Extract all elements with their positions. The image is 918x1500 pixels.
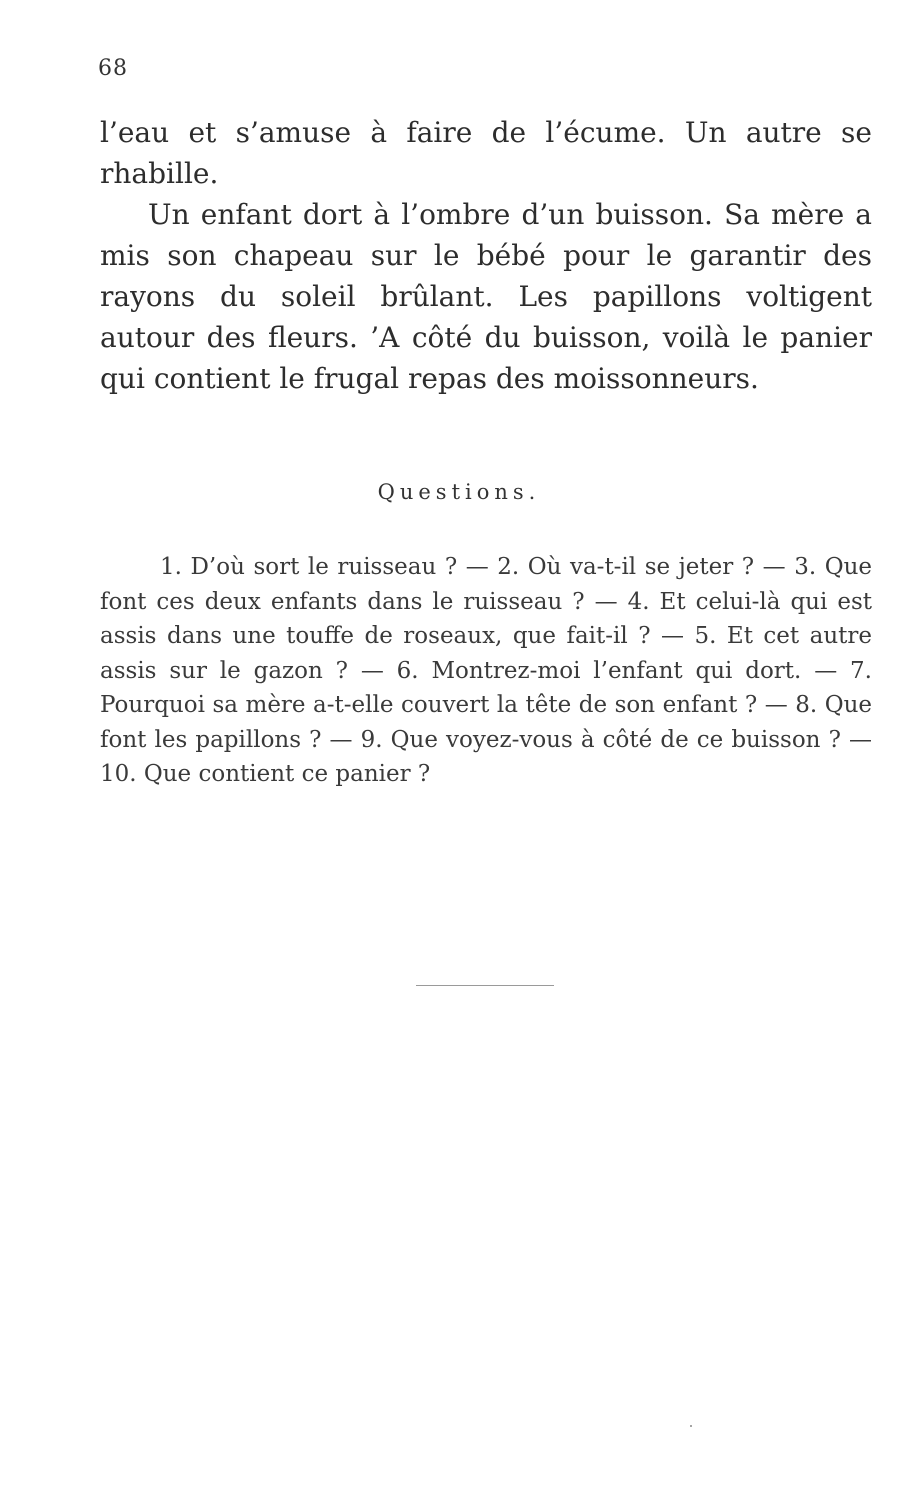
questions-list [100,550,872,792]
questions-paragraph: 1. D’où sort le ruisseau ? — 2. Où va-t-il se jeter ? — 3. Que font ces deux enfants dans le ruisseau ? — 4. Et celui-là qui est assis dans une touffe de roseaux, que fait-il ? — 5. Et cet autre assis sur le gazon ? — 6. Montrez-moi l’enfant qui dort. — 7. Pourquoi sa mère a-t-elle couvert la tête de son enfant ? — 8. Que font les papillons ? — 9. Que voyez-vous à côté de ce buisson ? — 10. Que contient ce panier ? [100,554,872,787]
body-text [100,112,872,399]
paragraph: Un enfant dort à l’ombre d’un buisson. Sa mère a mis son chapeau sur le bébé pour le garantir des rayons du soleil brûlant. Les papillons voltigent autour des fleurs. ’A côté du buisson, voilà le panier qui contient le frugal repas des moissonneurs. [100,198,872,395]
page-number: 68 [98,56,128,81]
paper-speck [690,1425,692,1427]
section-divider [416,985,554,986]
questions-heading: Questions. [377,480,541,504]
paragraph-continued: l’eau et s’amuse à faire de l’écume. Un autre se rhabille. [100,116,872,190]
